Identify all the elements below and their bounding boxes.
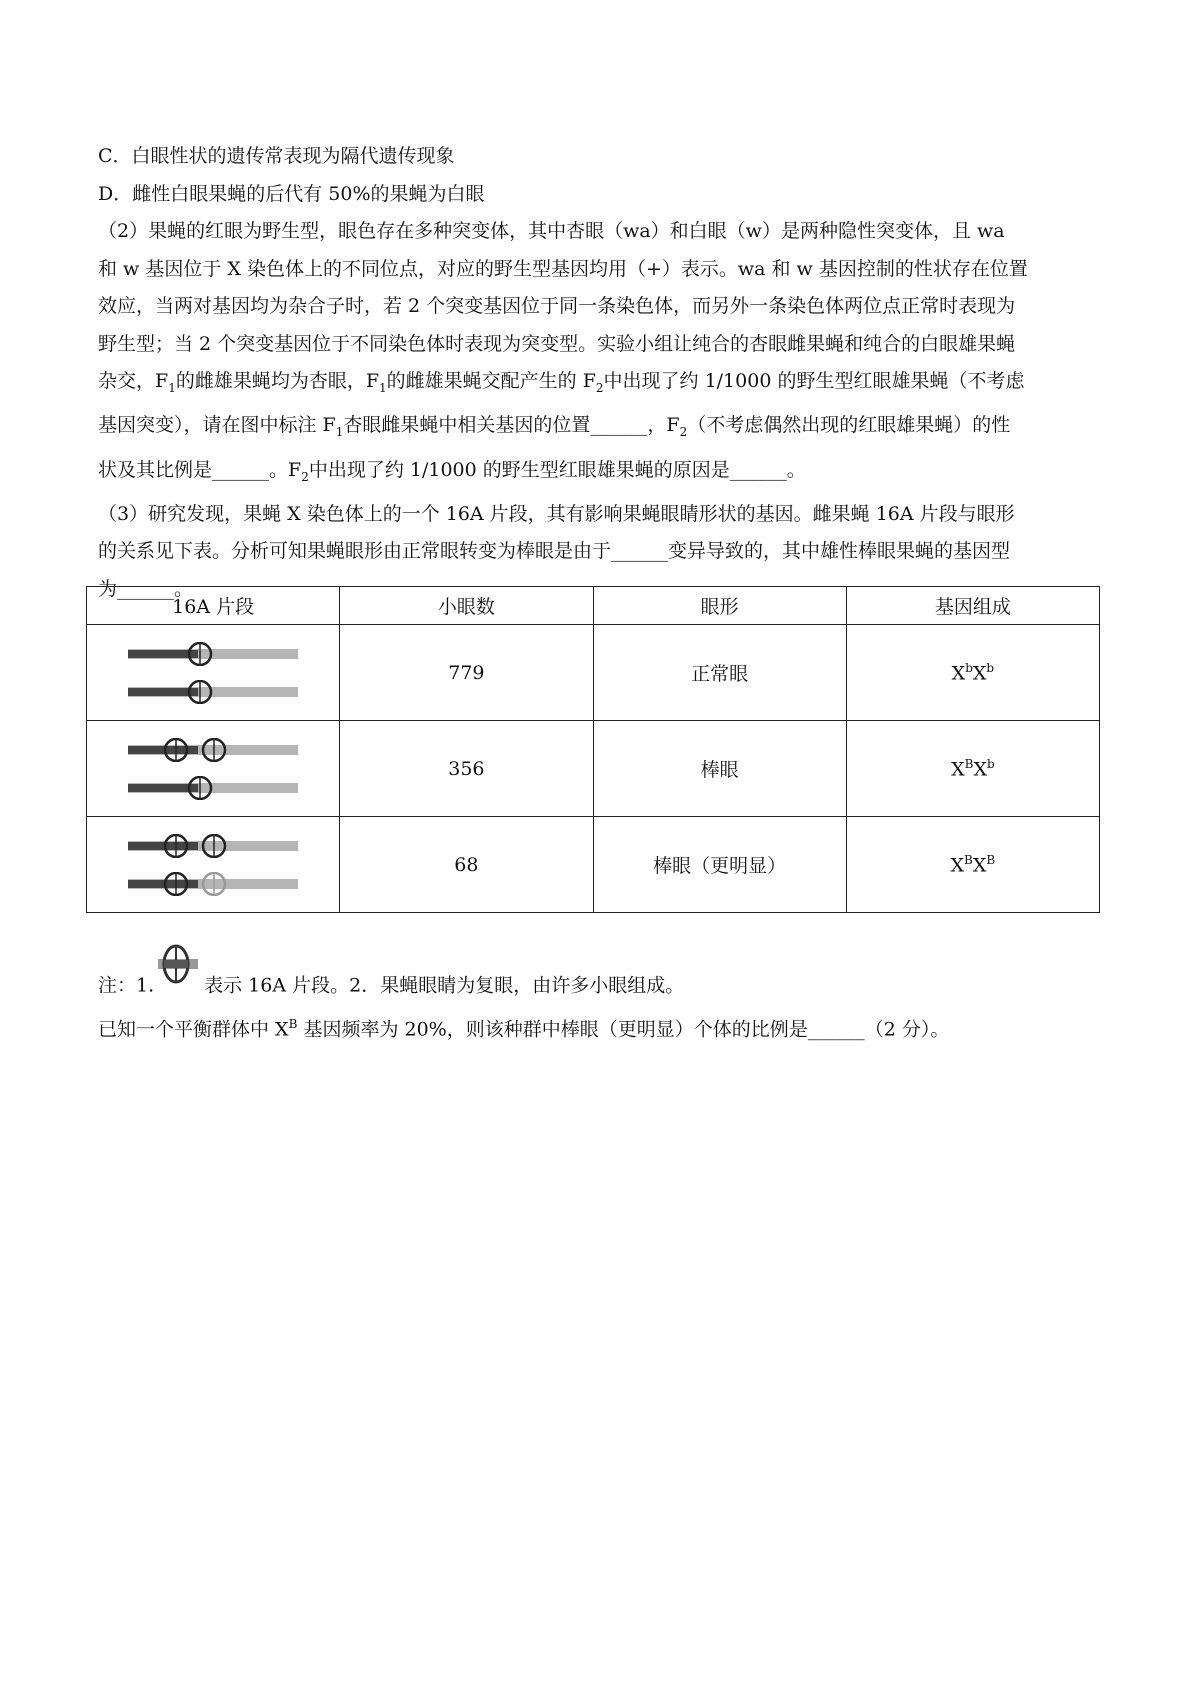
table-row — [87, 721, 1100, 817]
final-question — [98, 1006, 949, 1048]
segment-figure — [87, 625, 340, 721]
option-d: D．雌性白眼果蝇的后代有 50%的果蝇为白眼 — [98, 182, 485, 205]
q2-line-1: （2）果蝇的红眼为野生型，眼色存在多种突变体，其中杏眼（wa）和白眼（w）是两种隐性突变体，且 wa — [98, 220, 1005, 242]
genotype-x: X — [972, 662, 987, 685]
q2-text: 状及其比例是______。F — [98, 458, 302, 481]
header-eye-shape: 眼形 — [593, 587, 846, 625]
genotype — [846, 817, 1099, 913]
allele-sup: B — [964, 852, 973, 867]
q3-line-2: 的关系见下表。分析可知果蝇眼形由正常眼转变为棒眼是由于______变异导致的，其中雄性棒眼果蝇的基因型 — [98, 540, 1011, 563]
genotype — [846, 625, 1099, 721]
genotype-x: X — [972, 854, 987, 877]
allele-sup: b — [986, 660, 995, 675]
table-header-row — [87, 587, 1100, 625]
chromosome-icon — [128, 680, 298, 704]
genotype-x: X — [951, 662, 966, 685]
header-16a-segment: 16A 片段 — [87, 587, 340, 625]
note-suffix: 表示 16A 片段。2．果蝇眼睛为复眼，由许多小眼组成。 — [204, 974, 685, 997]
genotype-x: X — [951, 758, 965, 781]
ommatidia-count: 356 — [340, 721, 593, 817]
genotype — [846, 721, 1099, 817]
header-ommatidia-count: 小眼数 — [340, 587, 593, 625]
eye-shape: 棒眼 — [593, 721, 846, 817]
allele-sup: B — [986, 852, 996, 867]
q3-line-1: （3）研究发现，果蝇 X 染色体上的一个 16A 片段，其有影响果蝇眼睛形状的基因。雌果蝇 16A 片段与眼形 — [98, 502, 1015, 525]
eye-shape-table — [86, 586, 1100, 913]
eye-shape: 棒眼（更明显） — [593, 817, 846, 913]
q2-text: （不考虑偶然出现的红眼雄果蝇）的性 — [687, 414, 1011, 437]
chromosome-icon — [128, 872, 298, 896]
q2-line-6 — [98, 407, 1108, 451]
allele-sup: b — [986, 756, 995, 771]
subscript: 1 — [168, 380, 176, 395]
subscript: 1 — [335, 425, 344, 440]
q2-text: 中出现了约 1/1000 的野生型红眼雄果蝇（不考虑 — [603, 370, 1025, 392]
subscript: 2 — [301, 469, 309, 484]
q2-text: 中出现了约 1/1000 的野生型红眼雄果蝇的原因是______。 — [308, 458, 806, 481]
note-prefix: 注：1. — [98, 974, 155, 997]
table-row — [87, 817, 1100, 913]
q2-line-2: 和 w 基因位于 X 染色体上的不同位点，对应的野生型基因均用（+）表示。wa 和 w 基因控制的性状存在位置 — [98, 257, 1028, 280]
final-text: 已知一个平衡群体中 X — [98, 1018, 289, 1041]
ommatidia-count: 68 — [340, 817, 593, 913]
genotype-x: X — [950, 854, 965, 877]
subscript: 1 — [379, 380, 387, 395]
chromosome-icon — [128, 834, 298, 858]
genotype-x: X — [973, 758, 987, 781]
q2-text: 的雌雄果蝇均为杏眼，F — [175, 370, 380, 392]
ommatidia-count: 779 — [340, 625, 593, 721]
q2-line-7 — [98, 452, 1108, 496]
table-row — [87, 625, 1100, 721]
subscript: 2 — [595, 380, 604, 395]
q3-line-3: 为______。 — [98, 577, 194, 600]
segment-16a-icon — [158, 938, 198, 1003]
q2-line-4: 野生型；当 2 个突变基因位于不同染色体时表现为突变型。实验小组让纯合的杏眼雌果蝇和纯合的白眼雄果蝇 — [98, 332, 1016, 355]
chromosome-icon — [128, 738, 298, 762]
eye-shape: 正常眼 — [593, 625, 846, 721]
segment-figure — [87, 721, 340, 817]
q2-line-5 — [98, 363, 1108, 407]
q2-text: 杏眼雌果蝇中相关基因的位置______，F — [343, 414, 680, 437]
chromosome-icon — [128, 776, 298, 800]
allele-sup: B — [964, 756, 974, 771]
header-genotype: 基因组成 — [846, 587, 1099, 625]
document-body — [98, 138, 1108, 608]
final-text: 基因频率为 20%，则该种群中棒眼（更明显）个体的比例是______（2 分）。 — [297, 1018, 950, 1041]
q2-text: 基因突变），请在图中标注 F — [98, 414, 336, 437]
option-c: C．白眼性状的遗传常表现为隔代遗传现象 — [98, 145, 455, 167]
q2-line-3: 效应，当两对基因均为杂合子时，若 2 个突变基因位于同一条染色体，而另外一条染色体两位点正常时表现为 — [98, 295, 1016, 317]
q2-text: 的雌雄果蝇交配产生的 F — [386, 370, 596, 392]
q2-text: 杂交，F — [98, 370, 169, 392]
superscript: B — [288, 1017, 298, 1031]
subscript: 2 — [679, 425, 688, 440]
chromosome-icon — [128, 642, 298, 666]
segment-figure — [87, 817, 340, 913]
allele-sup: b — [965, 660, 973, 675]
